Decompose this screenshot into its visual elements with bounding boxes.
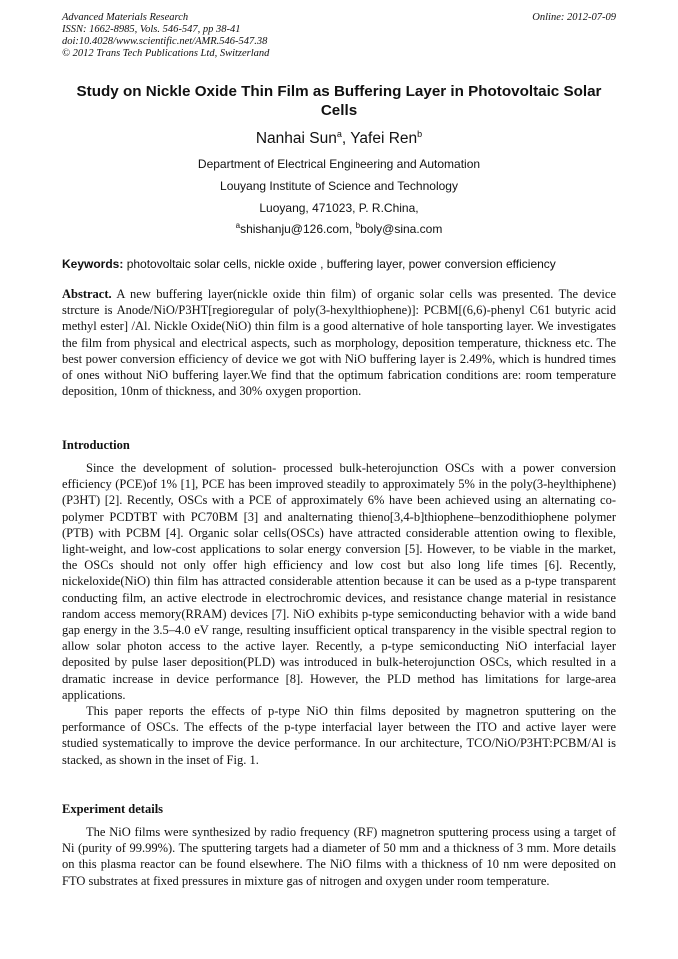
abstract-label: Abstract. — [62, 287, 112, 301]
journal-header — [62, 12, 616, 60]
email-address: shishanju@126.com, — [240, 222, 356, 236]
paragraph: Since the development of solution- processed bulk-heterojunction OSCs with a power conversion efficiency (PCE)of 1% [1], PCE has been improved steadily to approximately 5% in the poly(3-heylthiphene)(P3HT) [2]. Recently, OSCs with a PCE of approximately 6% have been achieved using an alternating co-polymer PCDTBT with PC70BM [3] and analternating thieno[3,4-b]thiophene–benzodithiophene polymer (PTB) with PCBM [4]. Organic solar cells(OSCs) have attracted considerable attention owing to flexible, light-weight, and low-cost applications to solar energy conversion [5]. However, to be viable in the market, the OSCs should not only offer high efficiency and low cost but also long life times [6]. Recently, nickeloxide(NiO) thin film has attracted considerable attention because it can be used as a p-type transparent conducting film, an active electrode in electrochromic devices, and resistance change material in resistance random access memory(RRAM) devices [7]. NiO exhibits p-type semiconducting behavior with a wide band gap energy in the 3.5–4.0 eV range, resulting insufficient optical transparency in the visible spectral region to allow solar photon access to the active layer. Recently, a p-type semiconducting NiO interfacial layer deposited by pulse laser deposition(PLD) was introduced in bulk-heterojunction OSCs, which resulted in a dramatic increase in device performance [8]. However, the PLD method has limitations for large-area applications. — [62, 461, 616, 702]
keywords-label: Keywords: — [62, 257, 124, 271]
issn-line: ISSN: 1662-8985, Vols. 546-547, pp 38-41 — [62, 24, 241, 35]
abstract — [62, 286, 616, 399]
section-heading-introduction: Introduction — [62, 438, 130, 452]
affiliation-department: Department of Electrical Engineering and Automation — [197, 157, 481, 171]
email-mark: a — [235, 221, 241, 230]
doi-line: doi:10.4028/www.scientific.net/AMR.546-547.38 — [62, 36, 268, 47]
copyright-line: © 2012 Trans Tech Publications Ltd, Switzerland — [62, 48, 270, 59]
email-mark: b — [355, 221, 361, 230]
affiliation-city: Luoyang, 471023, P. R.China, — [259, 201, 419, 215]
author-list — [62, 130, 616, 148]
paper-title: Study on Nickle Oxide Thin Film as Buffering Layer in Photovoltaic Solar Cells — [76, 83, 602, 119]
author-name: Nanhai Sun — [255, 130, 337, 147]
experiment-body — [62, 824, 616, 889]
affiliation-mark: b — [417, 128, 423, 139]
author-separator: , — [341, 130, 351, 147]
author-name: Yafei Ren — [350, 130, 418, 147]
paragraph: The NiO films were synthesized by radio frequency (RF) magnetron sputtering process using a target of Ni (purity of 99.99%). The sputtering targets had a diameter of 50 mm and a thickness of 3 mm. More details on this plasma reactor can be found elsewhere. The NiO films with a thickness of 10 nm were deposited on FTO substrates at fixed pressures in mixture gas of nitrogen and oxygen under room temperature. — [62, 825, 616, 888]
paragraph: This paper reports the effects of p-type NiO thin films deposited by magnetron sputtering on the performance of OSCs. The effects of the p-type interfacial layer between the ITO and active layer were studied systematically to improve the device performance. In our architecture, TCO/NiO/P3HT:PCBM/Al is stacked, as shown in the inset of Fig. 1. — [62, 704, 616, 767]
affiliation-institute: Louyang Institute of Science and Technology — [220, 179, 458, 193]
email-address: boly@sina.com — [360, 222, 443, 236]
introduction-body — [62, 460, 616, 768]
journal-name: Advanced Materials Research — [62, 12, 189, 23]
keywords-text: photovoltaic solar cells, nickle oxide , buffering layer, power conversion efficiency — [123, 257, 556, 271]
affiliation-mark: a — [336, 128, 342, 139]
affiliation-emails — [62, 222, 616, 236]
keywords-line — [62, 257, 622, 272]
section-heading-experiment: Experiment details — [62, 802, 164, 816]
abstract-text: A new buffering layer(nickle oxide thin film) of organic solar cells was presented. The device strcture is Anode/NiO/P3HT[regioregular of poly(3-hexylthiophene)]: PCBM[(6,6)-phenyl C61 butyric acid methyl ester] /Al. Nickle Oxide(NiO) thin film is a good alternative of hole tansporting layer. We investigates the film from physical and electrical aspects, such as morphology, deposition temperature, thickness etc. The best power conversion efficiency of device we got with NiO buffering layer is 2.49%, which is hundred times of ones without NiO buffering layer.We find that the optimum fabrication conditions are: room temperature deposition, 10nm of thickness, and 30% oxygen proportion. — [62, 287, 616, 399]
online-date: Online: 2012-07-09 — [532, 12, 616, 23]
